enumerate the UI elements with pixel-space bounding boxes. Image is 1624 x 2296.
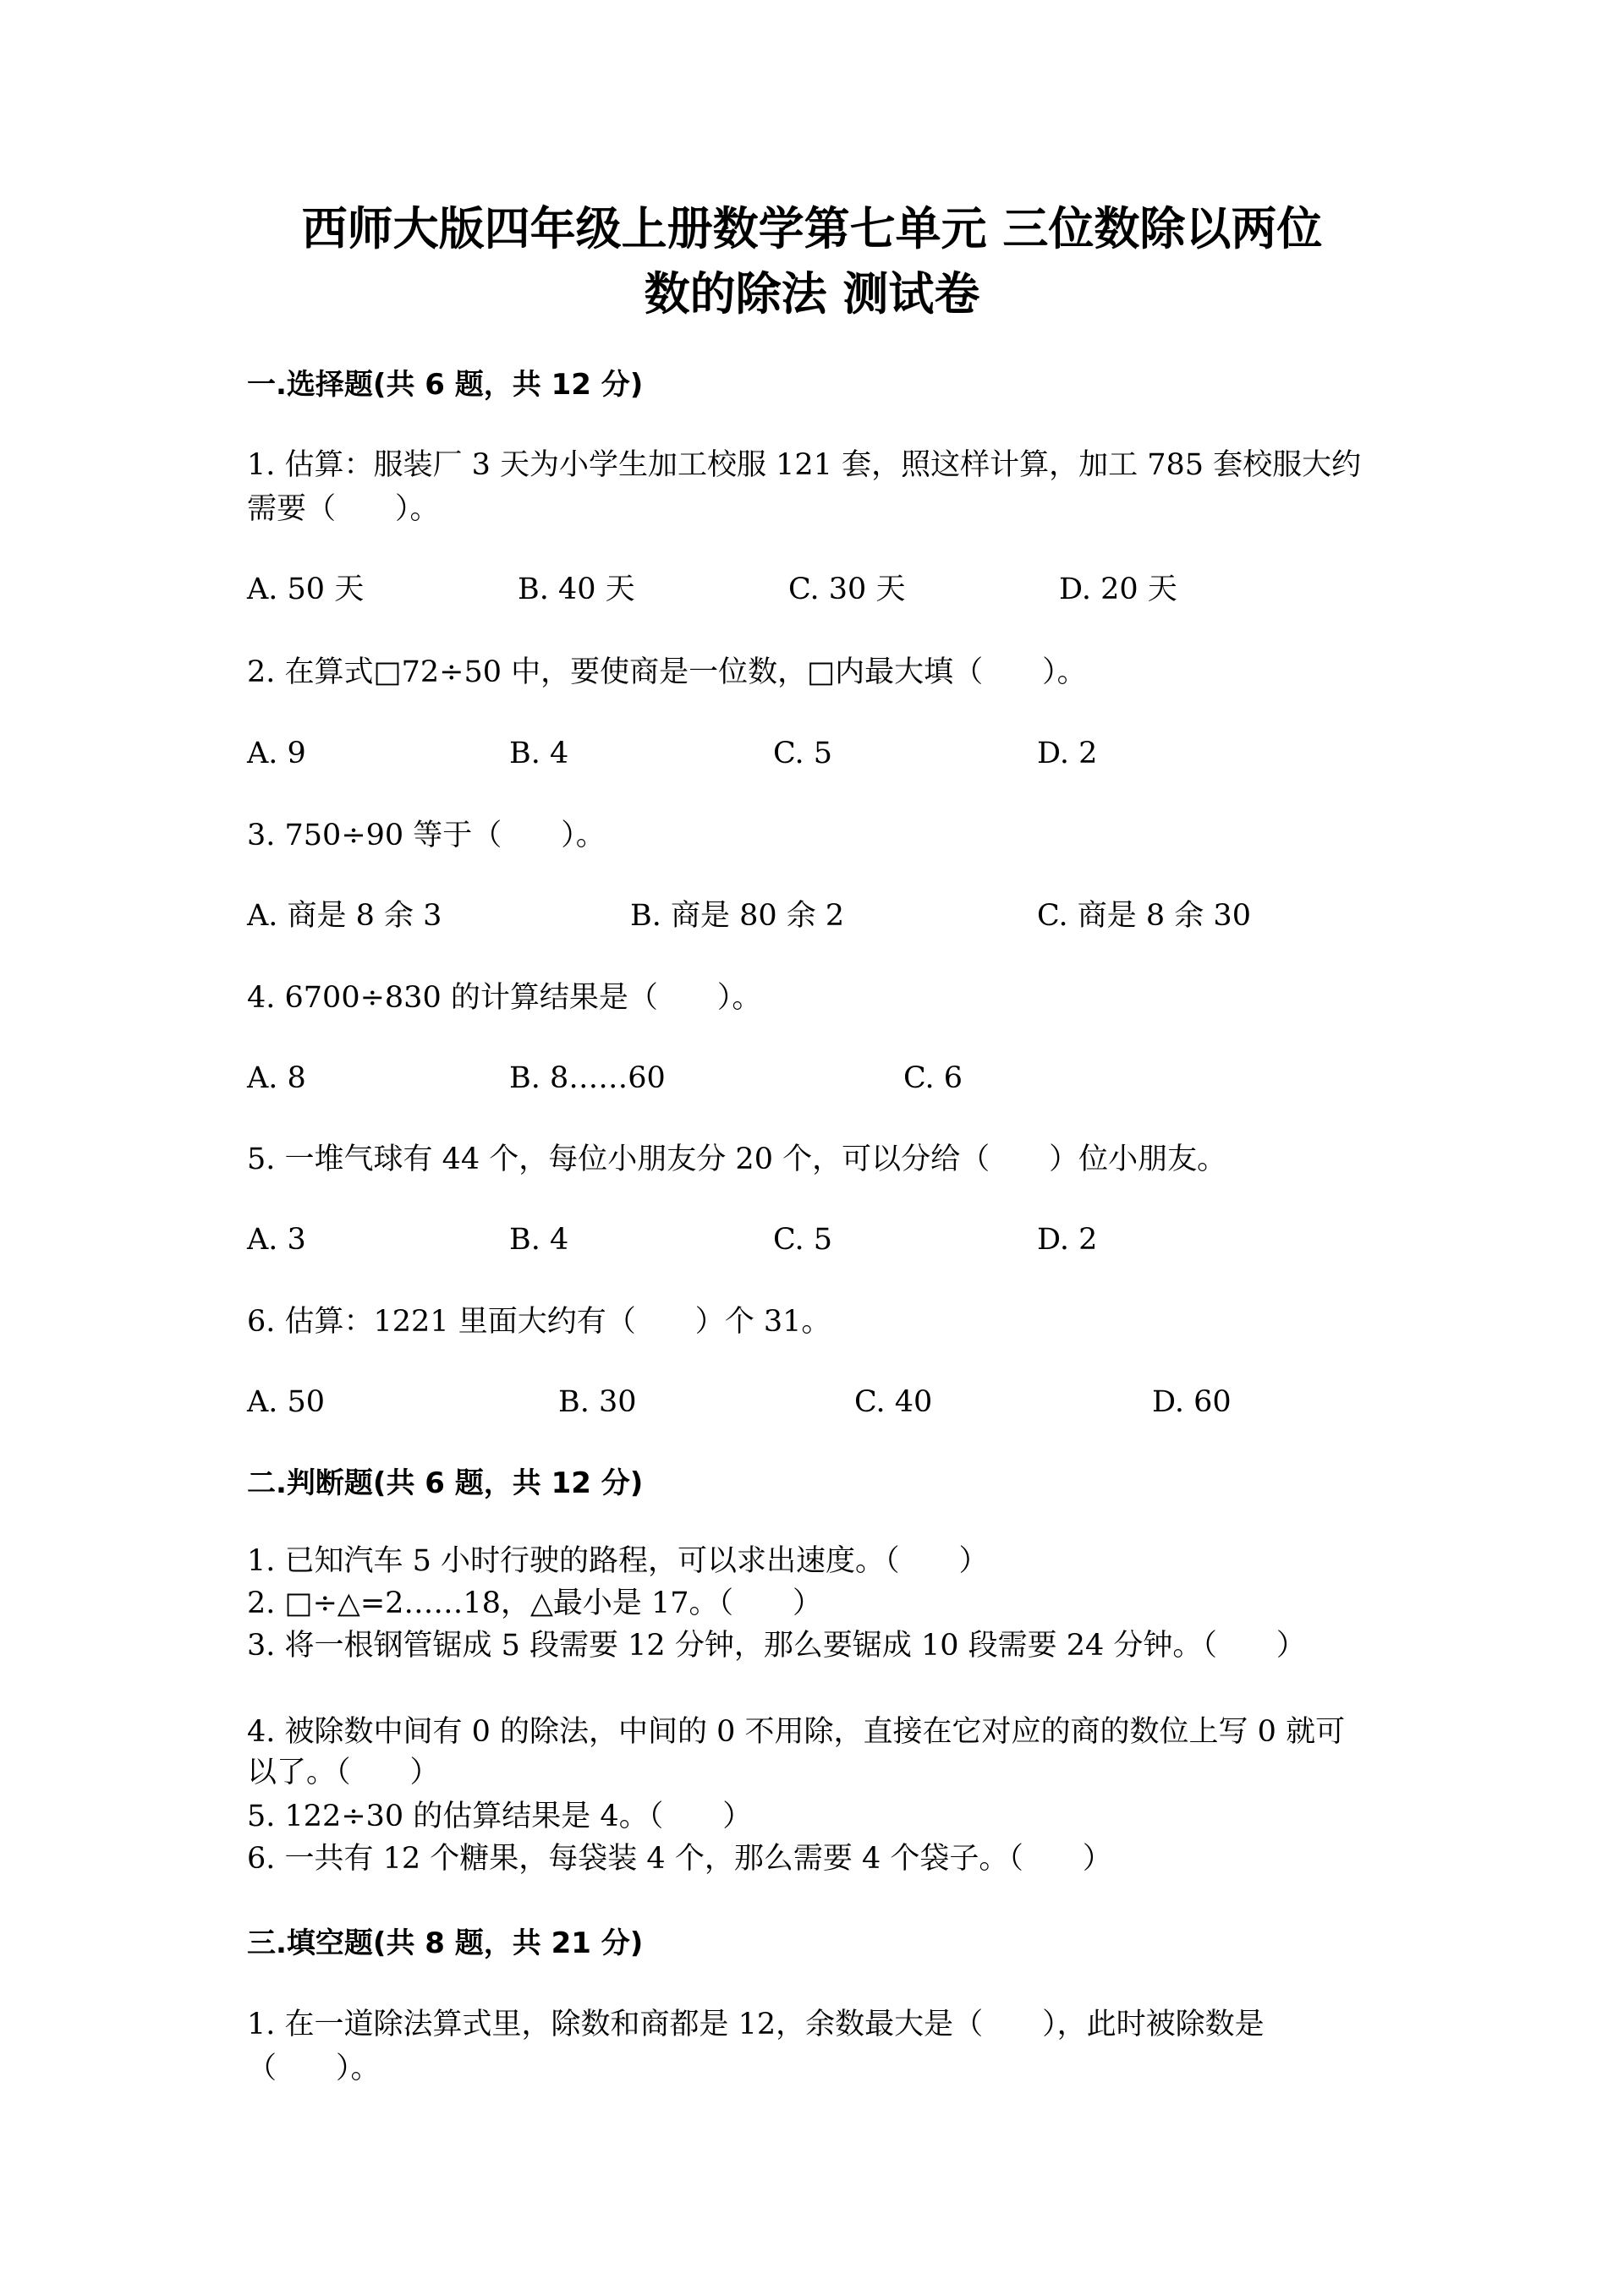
- choice-6-option-a: A. 50: [247, 1385, 326, 1419]
- exam-title-line-1: 西师大版四年级上册数学第七单元 三位数除以两位: [301, 202, 1323, 255]
- judge-statement-5: 5. 122÷30 的估算结果是 4。（ ）: [247, 1800, 753, 1833]
- fill-question-1: 1. 在一道除法算式里，除数和商都是 12，余数最大是（ ），此时被除数是（ ）。: [247, 2008, 1265, 2085]
- judge-statement-2: 2. □÷△=2……18，△最小是 17。（ ）: [247, 1586, 823, 1620]
- choice-4-option-a: A. 8: [247, 1061, 306, 1095]
- section-heading-fill: 三.填空题(共 8 题，共 21 分): [247, 1926, 644, 1960]
- judge-statement-6: 6. 一共有 12 个糖果，每袋装 4 个，那么需要 4 个袋子。（ ）: [247, 1842, 1112, 1876]
- choice-6-option-c: C. 40: [854, 1385, 933, 1419]
- choice-5-option-b: B. 4: [509, 1223, 569, 1257]
- choice-5-option-a: A. 3: [247, 1223, 306, 1257]
- choice-6-option-b: B. 30: [558, 1385, 637, 1419]
- choice-3-option-b: B. 商是 80 余 2: [630, 899, 845, 933]
- choice-1-option-d: D. 20 天: [1059, 573, 1177, 606]
- choice-2-option-c: C. 5: [773, 737, 833, 770]
- choice-question-2: 2. 在算式□72÷50 中，要使商是一位数，□内最大填（ ）。: [247, 655, 1087, 689]
- section-heading-choice: 一.选择题(共 6 题，共 12 分): [247, 368, 644, 402]
- choice-6-option-d: D. 60: [1152, 1385, 1232, 1419]
- choice-1-option-c: C. 30 天: [788, 573, 906, 606]
- choice-question-6: 6. 估算：1221 里面大约有（ ）个 31。: [247, 1305, 831, 1339]
- choice-question-1: 1. 估算：服装厂 3 天为小学生加工校服 121 套，照这样计算，加工 785 套校服大约需要（ ）。: [247, 448, 1362, 526]
- choice-2-option-a: A. 9: [247, 737, 306, 770]
- choice-5-option-c: C. 5: [773, 1223, 833, 1257]
- choice-question-5: 5. 一堆气球有 44 个，每位小朋友分 20 个，可以分给（ ）位小朋友。: [247, 1143, 1227, 1176]
- choice-4-option-b: B. 8……60: [509, 1061, 666, 1095]
- exam-title-line-2: 数的除法 测试卷: [644, 267, 980, 321]
- judge-statement-4: 4. 被除数中间有 0 的除法，中间的 0 不用除，直接在它对应的商的数位上写 0 就可以了。（ ）: [247, 1715, 1346, 1789]
- section-heading-judge: 二.判断题(共 6 题，共 12 分): [247, 1466, 644, 1500]
- choice-question-4: 4. 6700÷830 的计算结果是（ ）。: [247, 981, 762, 1015]
- choice-3-option-a: A. 商是 8 余 3: [247, 899, 442, 933]
- choice-question-3: 3. 750÷90 等于（ ）。: [247, 819, 606, 852]
- choice-2-option-d: D. 2: [1037, 737, 1098, 770]
- choice-1-option-a: A. 50 天: [247, 573, 365, 606]
- choice-2-option-b: B. 4: [509, 737, 569, 770]
- choice-1-option-b: B. 40 天: [518, 573, 635, 606]
- judge-statement-1: 1. 已知汽车 5 小时行驶的路程，可以求出速度。（ ）: [247, 1544, 989, 1578]
- choice-3-option-c: C. 商是 8 余 30: [1037, 899, 1251, 933]
- choice-4-option-c: C. 6: [903, 1061, 963, 1095]
- judge-statement-3: 3. 将一根钢管锯成 5 段需要 12 分钟，那么要锯成 10 段需要 24 分钟。（ ）: [247, 1629, 1306, 1663]
- choice-5-option-d: D. 2: [1037, 1223, 1098, 1257]
